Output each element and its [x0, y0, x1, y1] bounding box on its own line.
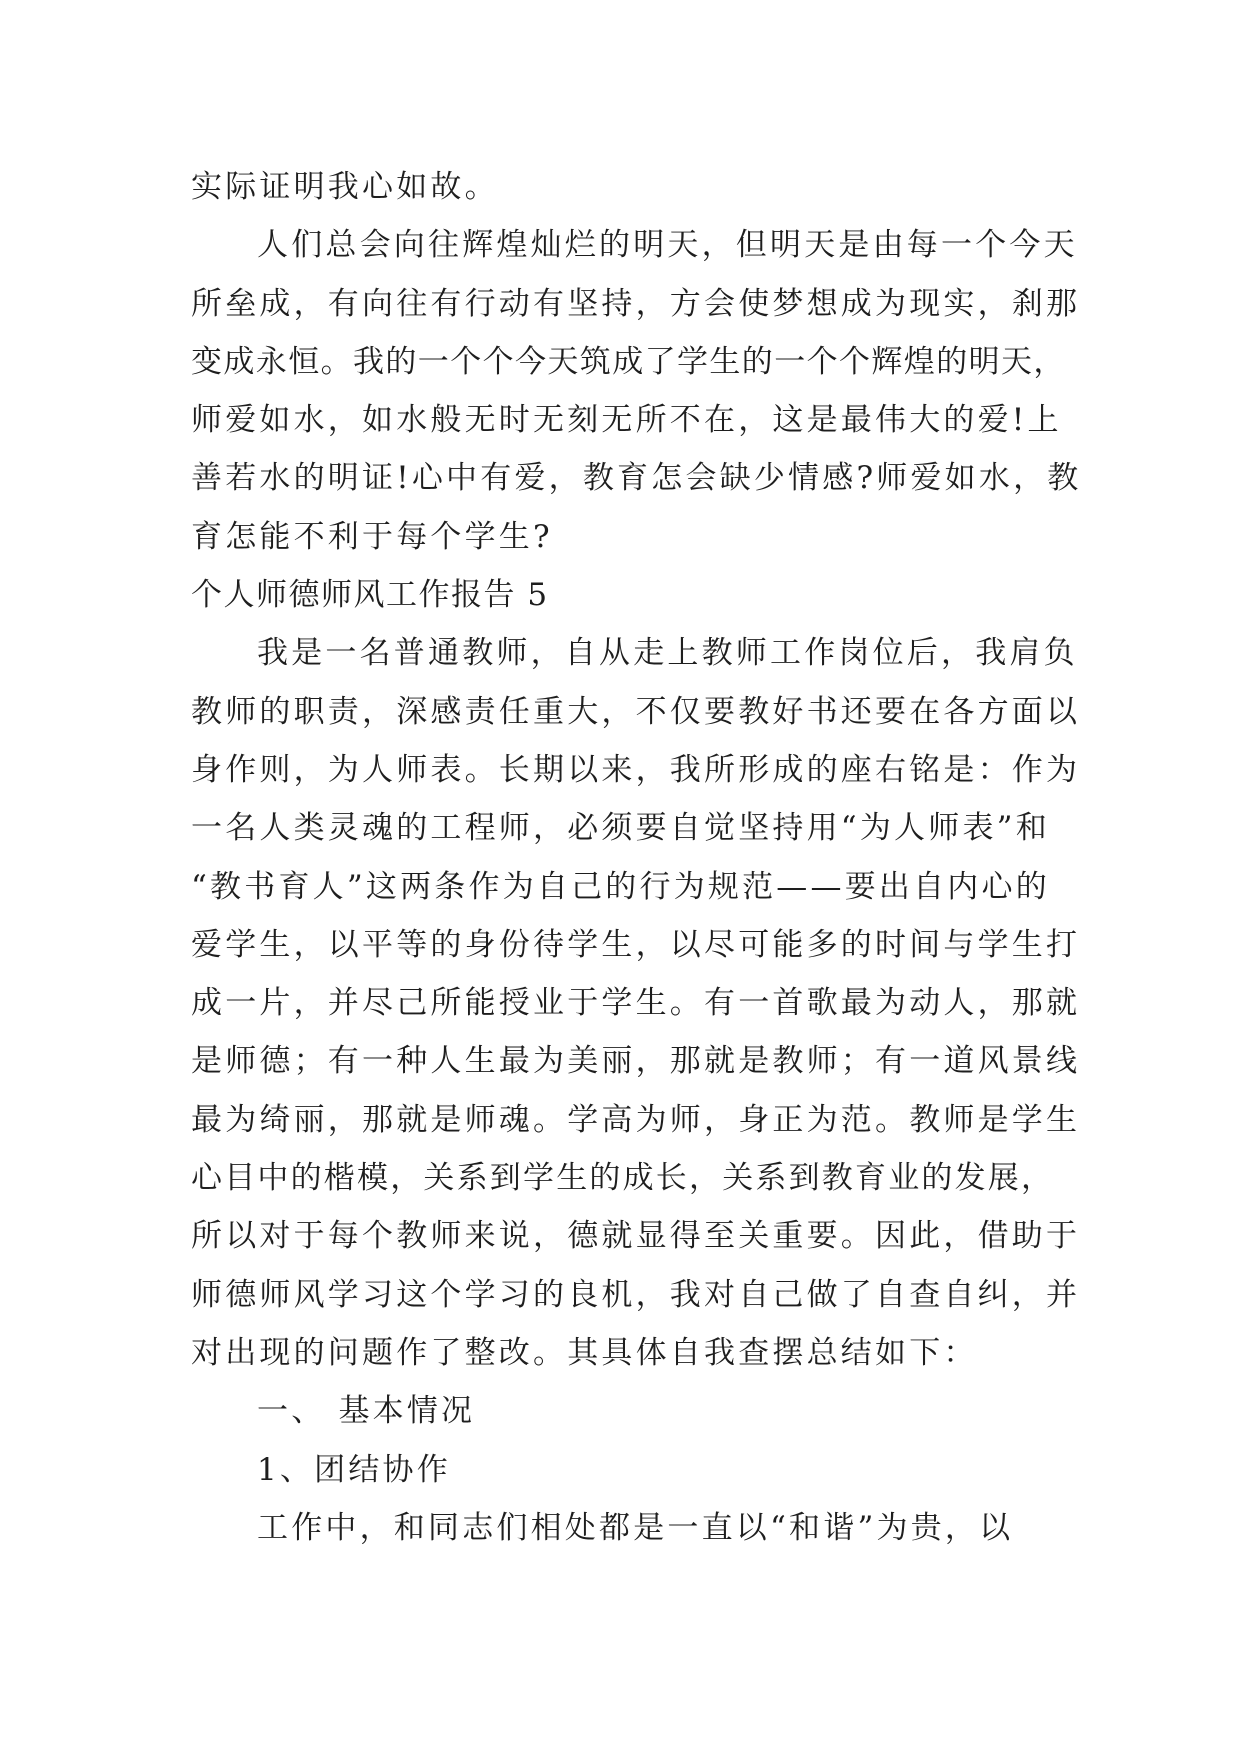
text-line: 变成永恒。我的一个个今天筑成了学生的一个个辉煌的明天， [191, 343, 1066, 380]
text-line: 实际证明我心如故。 [191, 169, 499, 205]
text-line: 善若水的明证!心中有爱，教育怎会缺少情感?师爱如水，教 [191, 460, 1082, 497]
text-line: 对出现的问题作了整改。其具体自我查摆总结如下： [191, 1334, 978, 1371]
text-line: 我是一名普通教师，自从走上教师工作岗位后，我肩负 [257, 635, 1078, 672]
text-line: 教师的职责，深感责任重大，不仅要教好书还要在各方面以 [191, 693, 1081, 730]
text-line: 一名人类灵魂的工程师，必须要自觉坚持用“为人师表”和 [191, 810, 1050, 847]
text-line: 工作中，和同志们相处都是一直以“和谐”为贵，以 [257, 1509, 1014, 1546]
list-heading: 一、 基本情况 [257, 1393, 476, 1430]
text-line: 师爱如水，如水般无时无刻无所不在，这是最伟大的爱!上 [191, 402, 1062, 439]
text-line: 所以对于每个教师来说，德就显得至关重要。因此，借助于 [191, 1218, 1081, 1255]
text-line: 心目中的楷模，关系到学生的成长，关系到教育业的发展， [191, 1160, 1055, 1197]
text-line: 师德师风学习这个学习的良机，我对自己做了自查自纠，并 [191, 1276, 1081, 1313]
text-line: 身作则，为人师表。长期以来，我所形成的座右铭是：作为 [191, 751, 1081, 788]
document-body [191, 158, 1082, 1557]
text-line: 人们总会向往辉煌灿烂的明天，但明天是由每一个今天 [257, 227, 1078, 264]
text-line: 成一片，并尽己所能授业于学生。有一首歌最为动人，那就 [191, 985, 1081, 1022]
text-line: 所垒成，有向往有行动有坚持，方会使梦想成为现实，刹那 [191, 285, 1081, 322]
section-heading: 个人师德师风工作报告 5 [191, 577, 549, 614]
text-line: 是师德；有一种人生最为美丽，那就是教师；有一道风景线 [191, 1043, 1081, 1080]
text-line: 最为绮丽，那就是师魂。学高为师，身正为范。教师是学生 [191, 1101, 1081, 1138]
list-subheading: 1、团结协作 [257, 1451, 451, 1488]
text-line: 爱学生，以平等的身份待学生，以尽可能多的时间与学生打 [191, 926, 1081, 963]
text-line: 育怎能不利于每个学生? [191, 518, 553, 555]
text-line: “教书育人”这两条作为自己的行为规范——要出自内心的 [191, 868, 1050, 905]
